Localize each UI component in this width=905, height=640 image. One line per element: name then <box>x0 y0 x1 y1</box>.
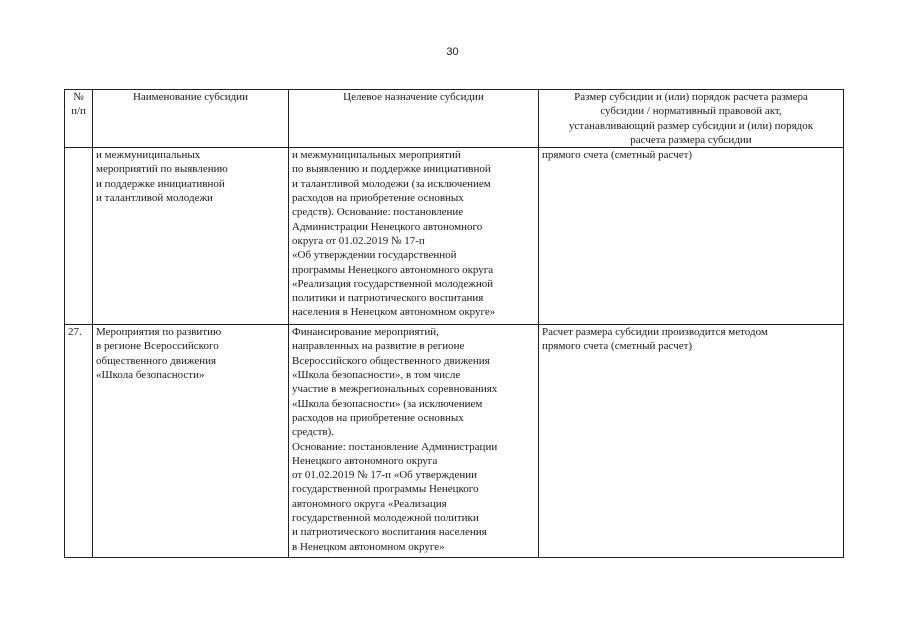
text-line: в Ненецком автономном округе» <box>292 540 445 553</box>
header-size-line: субсидии / нормативный правовой акт, <box>600 105 782 118</box>
text-line: Расчет размера субсидии производится методом <box>542 326 768 339</box>
header-num <box>65 90 93 148</box>
text-line: Финансирование мероприятий, <box>292 326 439 339</box>
text-line: и патриотического воспитания населения <box>292 526 487 539</box>
text-line: от 01.02.2019 № 17-п «Об утверждении <box>292 469 478 482</box>
text-line: Мероприятия по развитию <box>96 326 222 339</box>
table-row <box>65 325 844 558</box>
text-line: «Об утверждении государственной <box>292 249 457 262</box>
text-line: направленных на развитие в регионе <box>292 340 465 353</box>
row-size <box>539 148 844 325</box>
text-line: участие в межрегиональных соревнованиях <box>292 383 498 396</box>
text-line: и межмуниципальных <box>96 149 201 162</box>
text-line: расходов на приобретение основных <box>292 411 464 424</box>
text-line: расходов на приобретение основных <box>292 192 464 205</box>
header-size-line: устанавливающий размер субсидии и (или) порядок <box>568 119 814 132</box>
text-line: «Школа безопасности», в том числе <box>292 369 461 382</box>
text-line: в регионе Всероссийского <box>96 340 219 353</box>
page-number: 30 <box>446 46 459 58</box>
text-line: и межмуниципальных мероприятий <box>292 149 461 162</box>
text-line: программы Ненецкого автономного округа <box>292 263 494 276</box>
text-line: общественного движения <box>96 354 217 367</box>
text-line: и поддержке инициативной <box>96 177 225 190</box>
header-size <box>539 90 844 148</box>
row-purpose <box>289 148 539 325</box>
header-num-line: п/п <box>71 105 86 118</box>
header-size-line: Размер субсидии и (или) порядок расчета размера <box>574 91 808 103</box>
text-line: населения в Ненецком автономном округе» <box>292 306 496 319</box>
header-num-line: № <box>73 91 84 103</box>
text-line: Всероссийского общественного движения <box>292 354 490 367</box>
text-line: «Школа безопасности» (за исключением <box>292 397 483 410</box>
text-line: округа от 01.02.2019 № 17-п <box>292 234 425 247</box>
header-name <box>93 90 289 148</box>
row-name <box>93 325 289 558</box>
text-line: Основание: постановление Администрации <box>292 440 498 453</box>
text-line: автономного округа «Реализация <box>292 497 447 510</box>
row-purpose <box>289 325 539 558</box>
row-num <box>65 148 93 325</box>
text-line: государственной программы Ненецкого <box>292 483 479 496</box>
text-line: «Школа безопасности» <box>96 369 205 382</box>
header-size-line: расчета размера субсидии <box>630 133 752 146</box>
text-line: мероприятий по выявлению <box>96 163 228 176</box>
header-name-line: Наименование субсидии <box>132 91 249 103</box>
table-row <box>65 148 844 325</box>
text-line: Администрации Ненецкого автономного <box>292 220 483 233</box>
text-line: средств). <box>292 426 335 439</box>
table-header-row <box>65 90 844 148</box>
text-line: Ненецкого автономного округа <box>292 454 438 467</box>
text-line: по выявлению и поддержке инициативной <box>292 163 491 176</box>
row-num: 27. <box>65 325 93 558</box>
header-purpose <box>289 90 539 148</box>
subsidy-table <box>64 89 844 558</box>
text-line: государственной молодежной политики <box>292 512 479 525</box>
text-line: политики и патриотического воспитания <box>292 292 484 305</box>
row-size <box>539 325 844 558</box>
row-name <box>93 148 289 325</box>
text-line: и талантливой молодежи <box>96 192 213 205</box>
text-line: прямого счета (сметный расчет) <box>542 340 693 353</box>
text-line: прямого счета (сметный расчет) <box>542 149 693 162</box>
text-line: и талантливой молодежи (за исключением <box>292 177 491 190</box>
text-line: средств). Основание: постановление <box>292 206 464 219</box>
text-line: «Реализация государственной молодежной <box>292 277 494 290</box>
header-purpose-line: Целевое назначение субсидии <box>343 91 484 103</box>
